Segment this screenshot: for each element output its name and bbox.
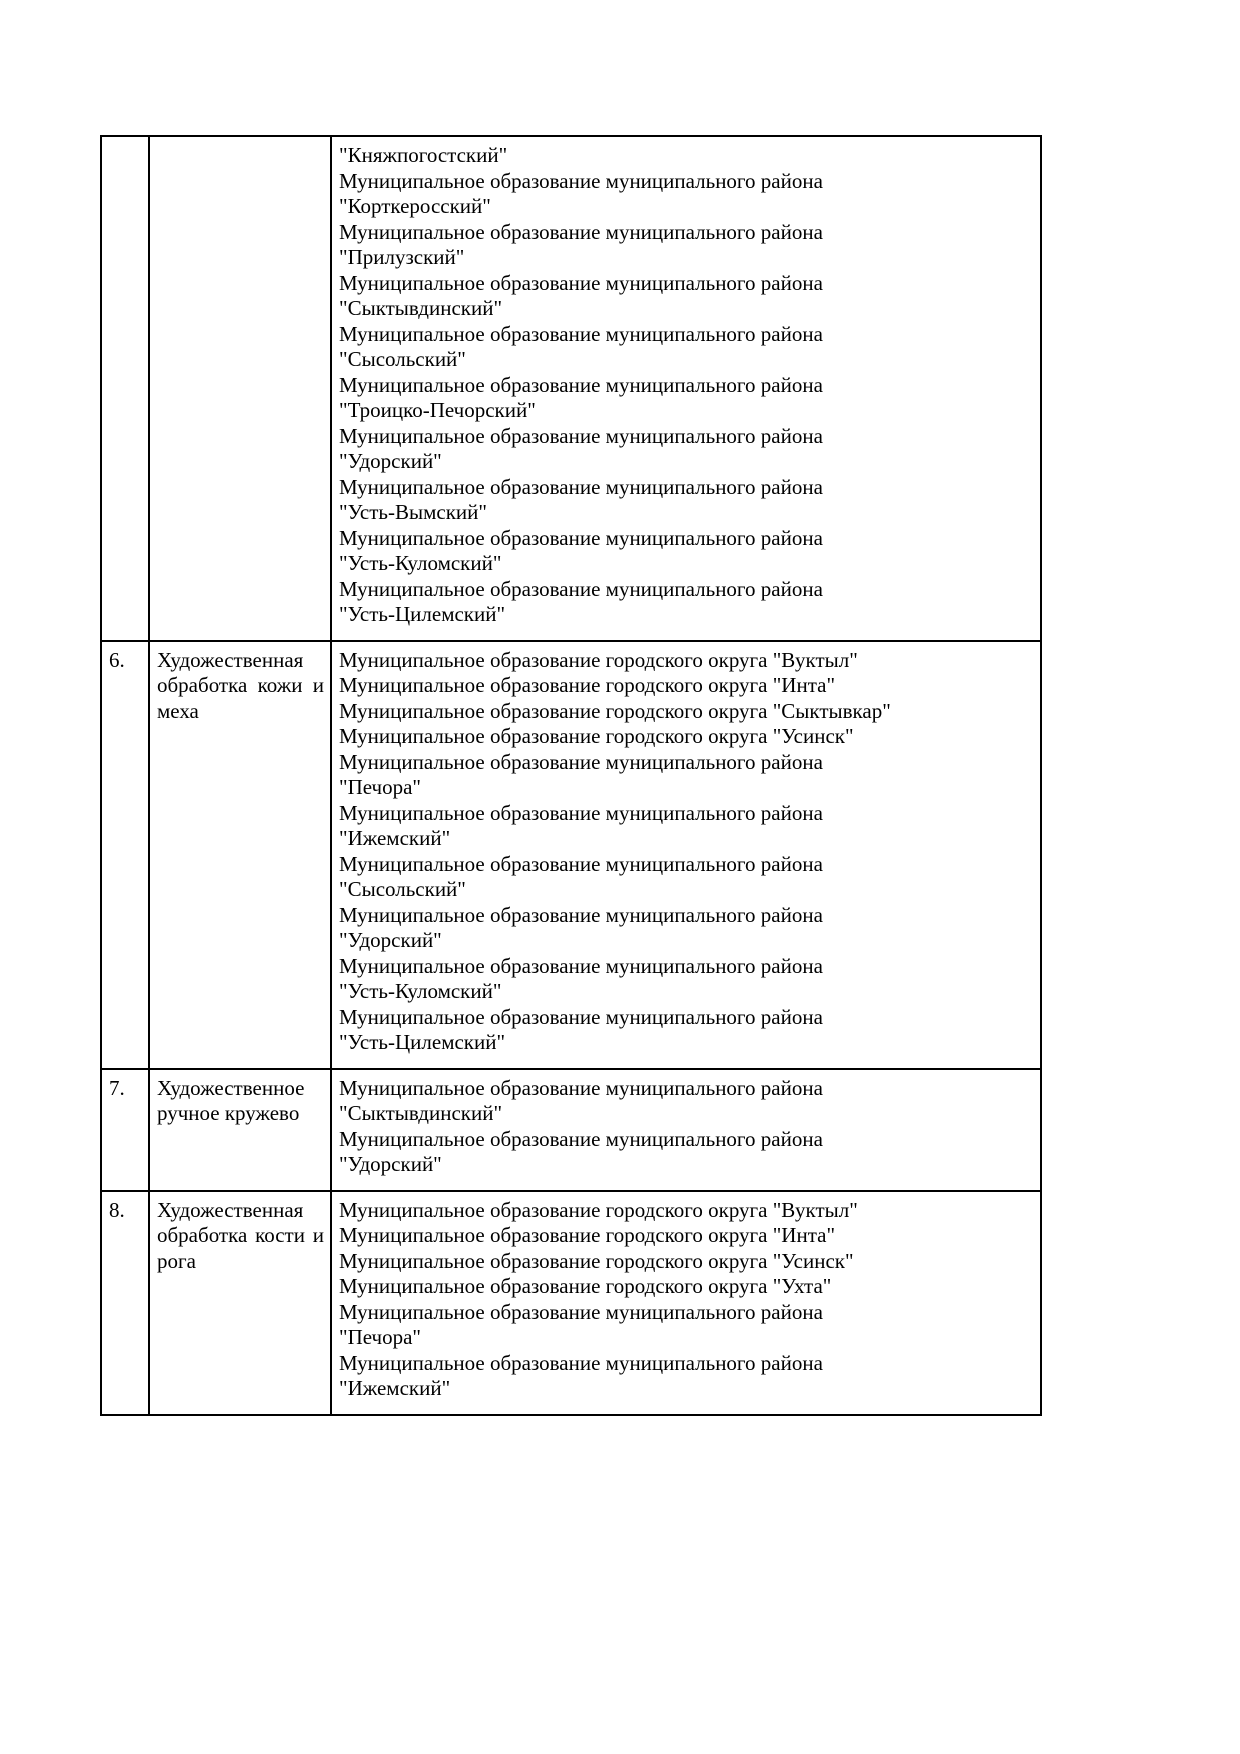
category-cell (149, 641, 331, 1069)
municipality-line: Муниципальное образование городского округа "Вуктыл" (339, 647, 858, 672)
municipalities-cell (331, 136, 1041, 641)
municipalities-cell (331, 1191, 1041, 1415)
municipality-line: Муниципальное образование городского округа "Усинск" (339, 1248, 854, 1273)
municipality-line: Муниципальное образование городского округа "Усинск" (339, 724, 854, 748)
municipality-line: "Усть-Вымский" (339, 500, 487, 524)
row-number: 8. (109, 1197, 125, 1222)
municipality-line: Муниципальное образование муниципального района (339, 1126, 823, 1151)
municipality-line: "Печора" (339, 1325, 421, 1349)
municipality-line: Муниципальное образование муниципального района (339, 219, 823, 244)
table-row (101, 1069, 1041, 1191)
municipality-line: Муниципальное образование муниципального района (339, 1004, 823, 1029)
crafts-municipalities-table (100, 135, 1042, 1416)
municipality-line: Муниципальное образование городского округа "Сыктывкар" (339, 698, 891, 723)
municipality-line: Муниципальное образование городского округа "Ухта" (339, 1274, 832, 1298)
municipality-line: "Троицко-Печорский" (339, 398, 536, 422)
municipality-line: Муниципальное образование муниципального района (339, 423, 823, 448)
table-row (101, 641, 1041, 1069)
municipality-line: Муниципальное образование муниципального района (339, 953, 823, 978)
municipality-line: "Удорский" (339, 928, 442, 952)
municipalities-cell (331, 641, 1041, 1069)
municipality-line: "Ижемский" (339, 1376, 451, 1400)
municipality-line: "Сысольский" (339, 877, 466, 901)
municipality-line: "Усть-Цилемский" (339, 602, 506, 626)
municipality-line: Муниципальное образование муниципального района (339, 576, 823, 601)
municipalities-cell (331, 1069, 1041, 1191)
table-row (101, 136, 1041, 641)
municipality-line: Муниципальное образование муниципального района (339, 1299, 823, 1324)
municipality-line: "Княжпогостский" (339, 143, 508, 167)
category-cell (149, 1191, 331, 1415)
municipality-line: "Прилузский" (339, 245, 465, 269)
municipality-line: Муниципальное образование муниципального района (339, 168, 823, 193)
municipality-line: Муниципальное образование муниципального района (339, 525, 823, 550)
municipality-line: Муниципальное образование муниципального района (339, 321, 823, 346)
municipality-line: Муниципальное образование муниципального района (339, 902, 823, 927)
table-row (101, 1191, 1041, 1415)
category-label: Художественная обработка кости и рога (157, 1197, 324, 1273)
municipality-line: Муниципальное образование муниципального района (339, 851, 823, 876)
municipality-line: Муниципальное образование муниципального района (339, 372, 823, 397)
municipality-line: "Сыктывдинский" (339, 296, 503, 320)
municipality-line: "Усть-Куломский" (339, 551, 502, 575)
municipality-line: "Корткеросский" (339, 194, 491, 218)
category-cell (149, 1069, 331, 1191)
municipality-line: "Удорский" (339, 449, 442, 473)
municipality-line: "Сыктывдинский" (339, 1101, 503, 1125)
municipality-line: "Печора" (339, 775, 421, 799)
category-label: Художественная обработка кожи и меха (157, 647, 324, 723)
row-number: 6. (109, 647, 125, 672)
municipality-line: "Ижемский" (339, 826, 451, 850)
municipality-line: Муниципальное образование муниципального района (339, 800, 823, 825)
municipality-line: Муниципальное образование городского округа "Инта" (339, 1223, 836, 1247)
municipality-line: "Удорский" (339, 1152, 442, 1176)
row-number-cell (101, 641, 149, 1069)
municipality-line: Муниципальное образование городского округа "Вуктыл" (339, 1197, 858, 1222)
municipality-line: "Усть-Куломский" (339, 979, 502, 1003)
municipality-line: "Сысольский" (339, 347, 466, 371)
table-body (101, 136, 1041, 1415)
municipality-line: Муниципальное образование муниципального района (339, 749, 823, 774)
category-label: Художественное ручное кружево (157, 1075, 305, 1125)
municipality-line: Муниципальное образование муниципального района (339, 270, 823, 295)
municipality-line: "Усть-Цилемский" (339, 1030, 506, 1054)
category-cell (149, 136, 331, 641)
row-number-cell (101, 1069, 149, 1191)
row-number: 7. (109, 1075, 125, 1100)
row-number-cell (101, 136, 149, 641)
municipality-line: Муниципальное образование муниципального района (339, 474, 823, 499)
municipality-line: Муниципальное образование муниципального района (339, 1075, 823, 1100)
municipality-line: Муниципальное образование городского округа "Инта" (339, 673, 836, 697)
municipality-line: Муниципальное образование муниципального района (339, 1350, 823, 1375)
row-number-cell (101, 1191, 149, 1415)
